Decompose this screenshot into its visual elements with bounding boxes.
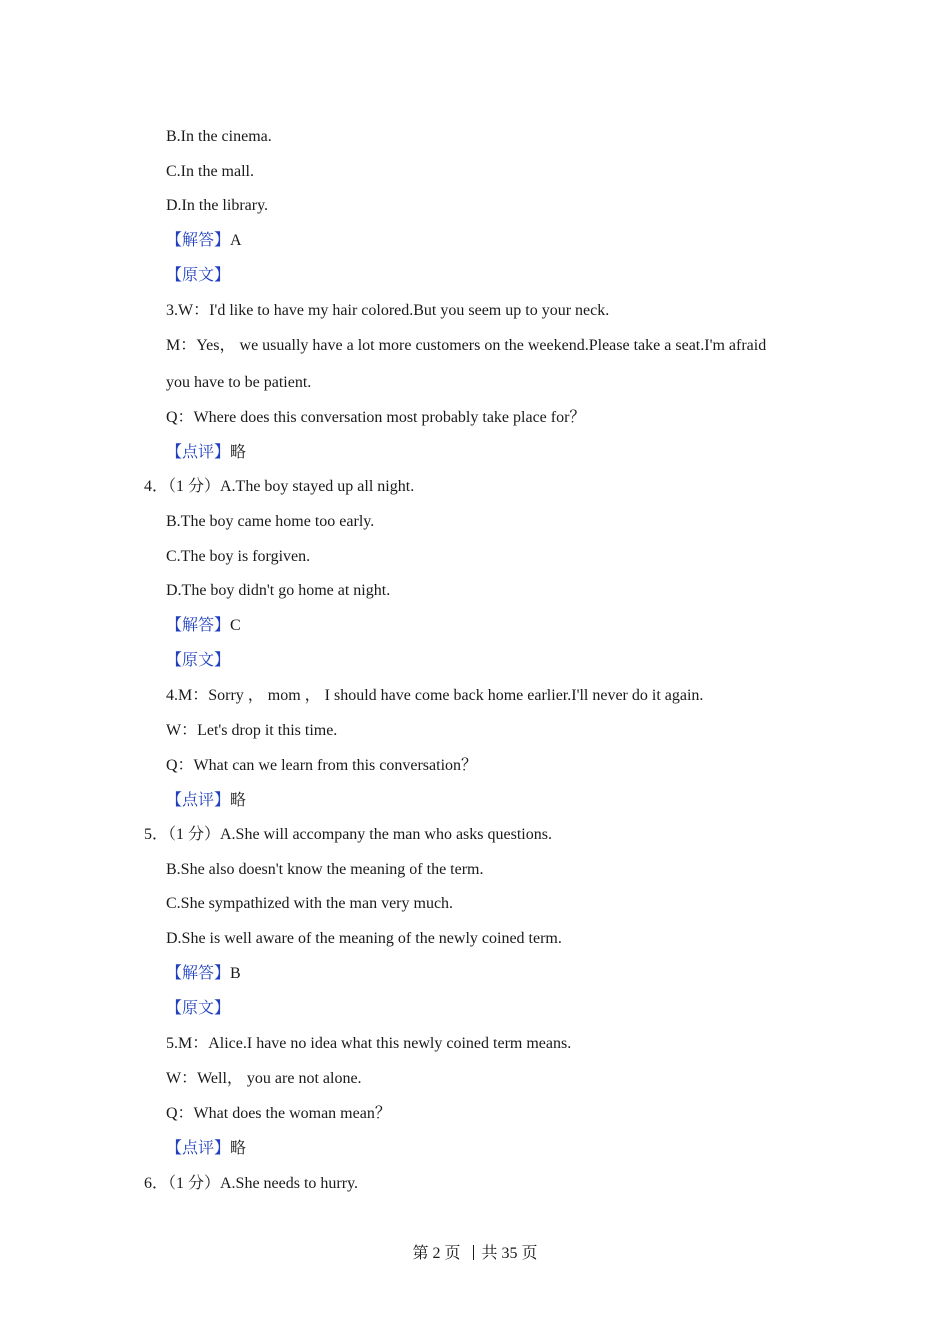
transcript-line: W：Let's drop it this time. bbox=[166, 722, 338, 739]
page-footer bbox=[0, 1243, 950, 1265]
comment-line: 【点评】略 bbox=[166, 1140, 247, 1157]
question-item-6: 6．（1 分）A.She needs to hurry. bbox=[144, 1175, 359, 1192]
footer-divider bbox=[473, 1245, 474, 1260]
transcript-line: 4.M：Sorry ， mom ， I should have come back home earlier.I'll never do it again. bbox=[166, 687, 704, 704]
transcript-heading bbox=[166, 265, 230, 287]
question-text: Q：Where does this conversation most probably take place for？ bbox=[166, 409, 586, 426]
question-text: Q：What can we learn from this conversation？ bbox=[166, 757, 478, 774]
answer-tag: 【解答】 bbox=[166, 232, 231, 249]
transcript-heading bbox=[166, 650, 230, 672]
transcript-heading bbox=[166, 998, 230, 1020]
option-line: B.The boy came home too early. bbox=[166, 513, 375, 530]
transcript-line: 3.W：I'd like to have my hair colored.But you seem up to your neck. bbox=[166, 302, 610, 319]
answer-tag: 【解答】 bbox=[166, 617, 231, 634]
question-item-5: 5．（1 分）A.She will accompany the man who asks questions. bbox=[144, 826, 552, 843]
question-text: Q：What does the woman mean？ bbox=[166, 1105, 391, 1122]
transcript-tag: 【原文】 bbox=[166, 1000, 231, 1017]
comment-tag: 【点评】 bbox=[166, 1140, 231, 1157]
question-item-4: 4．（1 分）A.The boy stayed up all night. bbox=[144, 478, 415, 495]
page-number: 第 2 页 bbox=[412, 1245, 461, 1262]
page-total: 共 35 页 bbox=[481, 1245, 538, 1262]
transcript-line: M：Yes， we usually have a lot more customers on the weekend.Please take a seat.I'm afraid bbox=[166, 337, 767, 354]
answer-value: C bbox=[230, 617, 241, 634]
transcript-tag: 【原文】 bbox=[166, 652, 231, 669]
answer-value: A bbox=[230, 232, 242, 249]
answer-line bbox=[166, 615, 241, 637]
comment-line: 【点评】略 bbox=[166, 444, 247, 461]
option-line: C.She sympathized with the man very much. bbox=[166, 895, 454, 912]
option-line: C.The boy is forgiven. bbox=[166, 548, 311, 565]
option-line: D.In the library. bbox=[166, 197, 269, 214]
transcript-line: W：Well， you are not alone. bbox=[166, 1070, 362, 1087]
answer-tag: 【解答】 bbox=[166, 965, 231, 982]
answer-line bbox=[166, 963, 241, 985]
answer-value: B bbox=[230, 965, 241, 982]
option-line: B.In the cinema. bbox=[166, 128, 272, 145]
option-line: B.She also doesn't know the meaning of the term. bbox=[166, 861, 484, 878]
option-line: C.In the mall. bbox=[166, 163, 254, 180]
comment-tag: 【点评】 bbox=[166, 444, 231, 461]
transcript-line: you have to be patient. bbox=[166, 374, 312, 391]
option-line: D.The boy didn't go home at night. bbox=[166, 582, 391, 599]
option-line: D.She is well aware of the meaning of the newly coined term. bbox=[166, 930, 562, 947]
comment-tag: 【点评】 bbox=[166, 792, 231, 809]
transcript-tag: 【原文】 bbox=[166, 267, 231, 284]
answer-line bbox=[166, 230, 242, 252]
transcript-line: 5.M：Alice.I have no idea what this newly coined term means. bbox=[166, 1035, 572, 1052]
comment-line: 【点评】略 bbox=[166, 792, 247, 809]
